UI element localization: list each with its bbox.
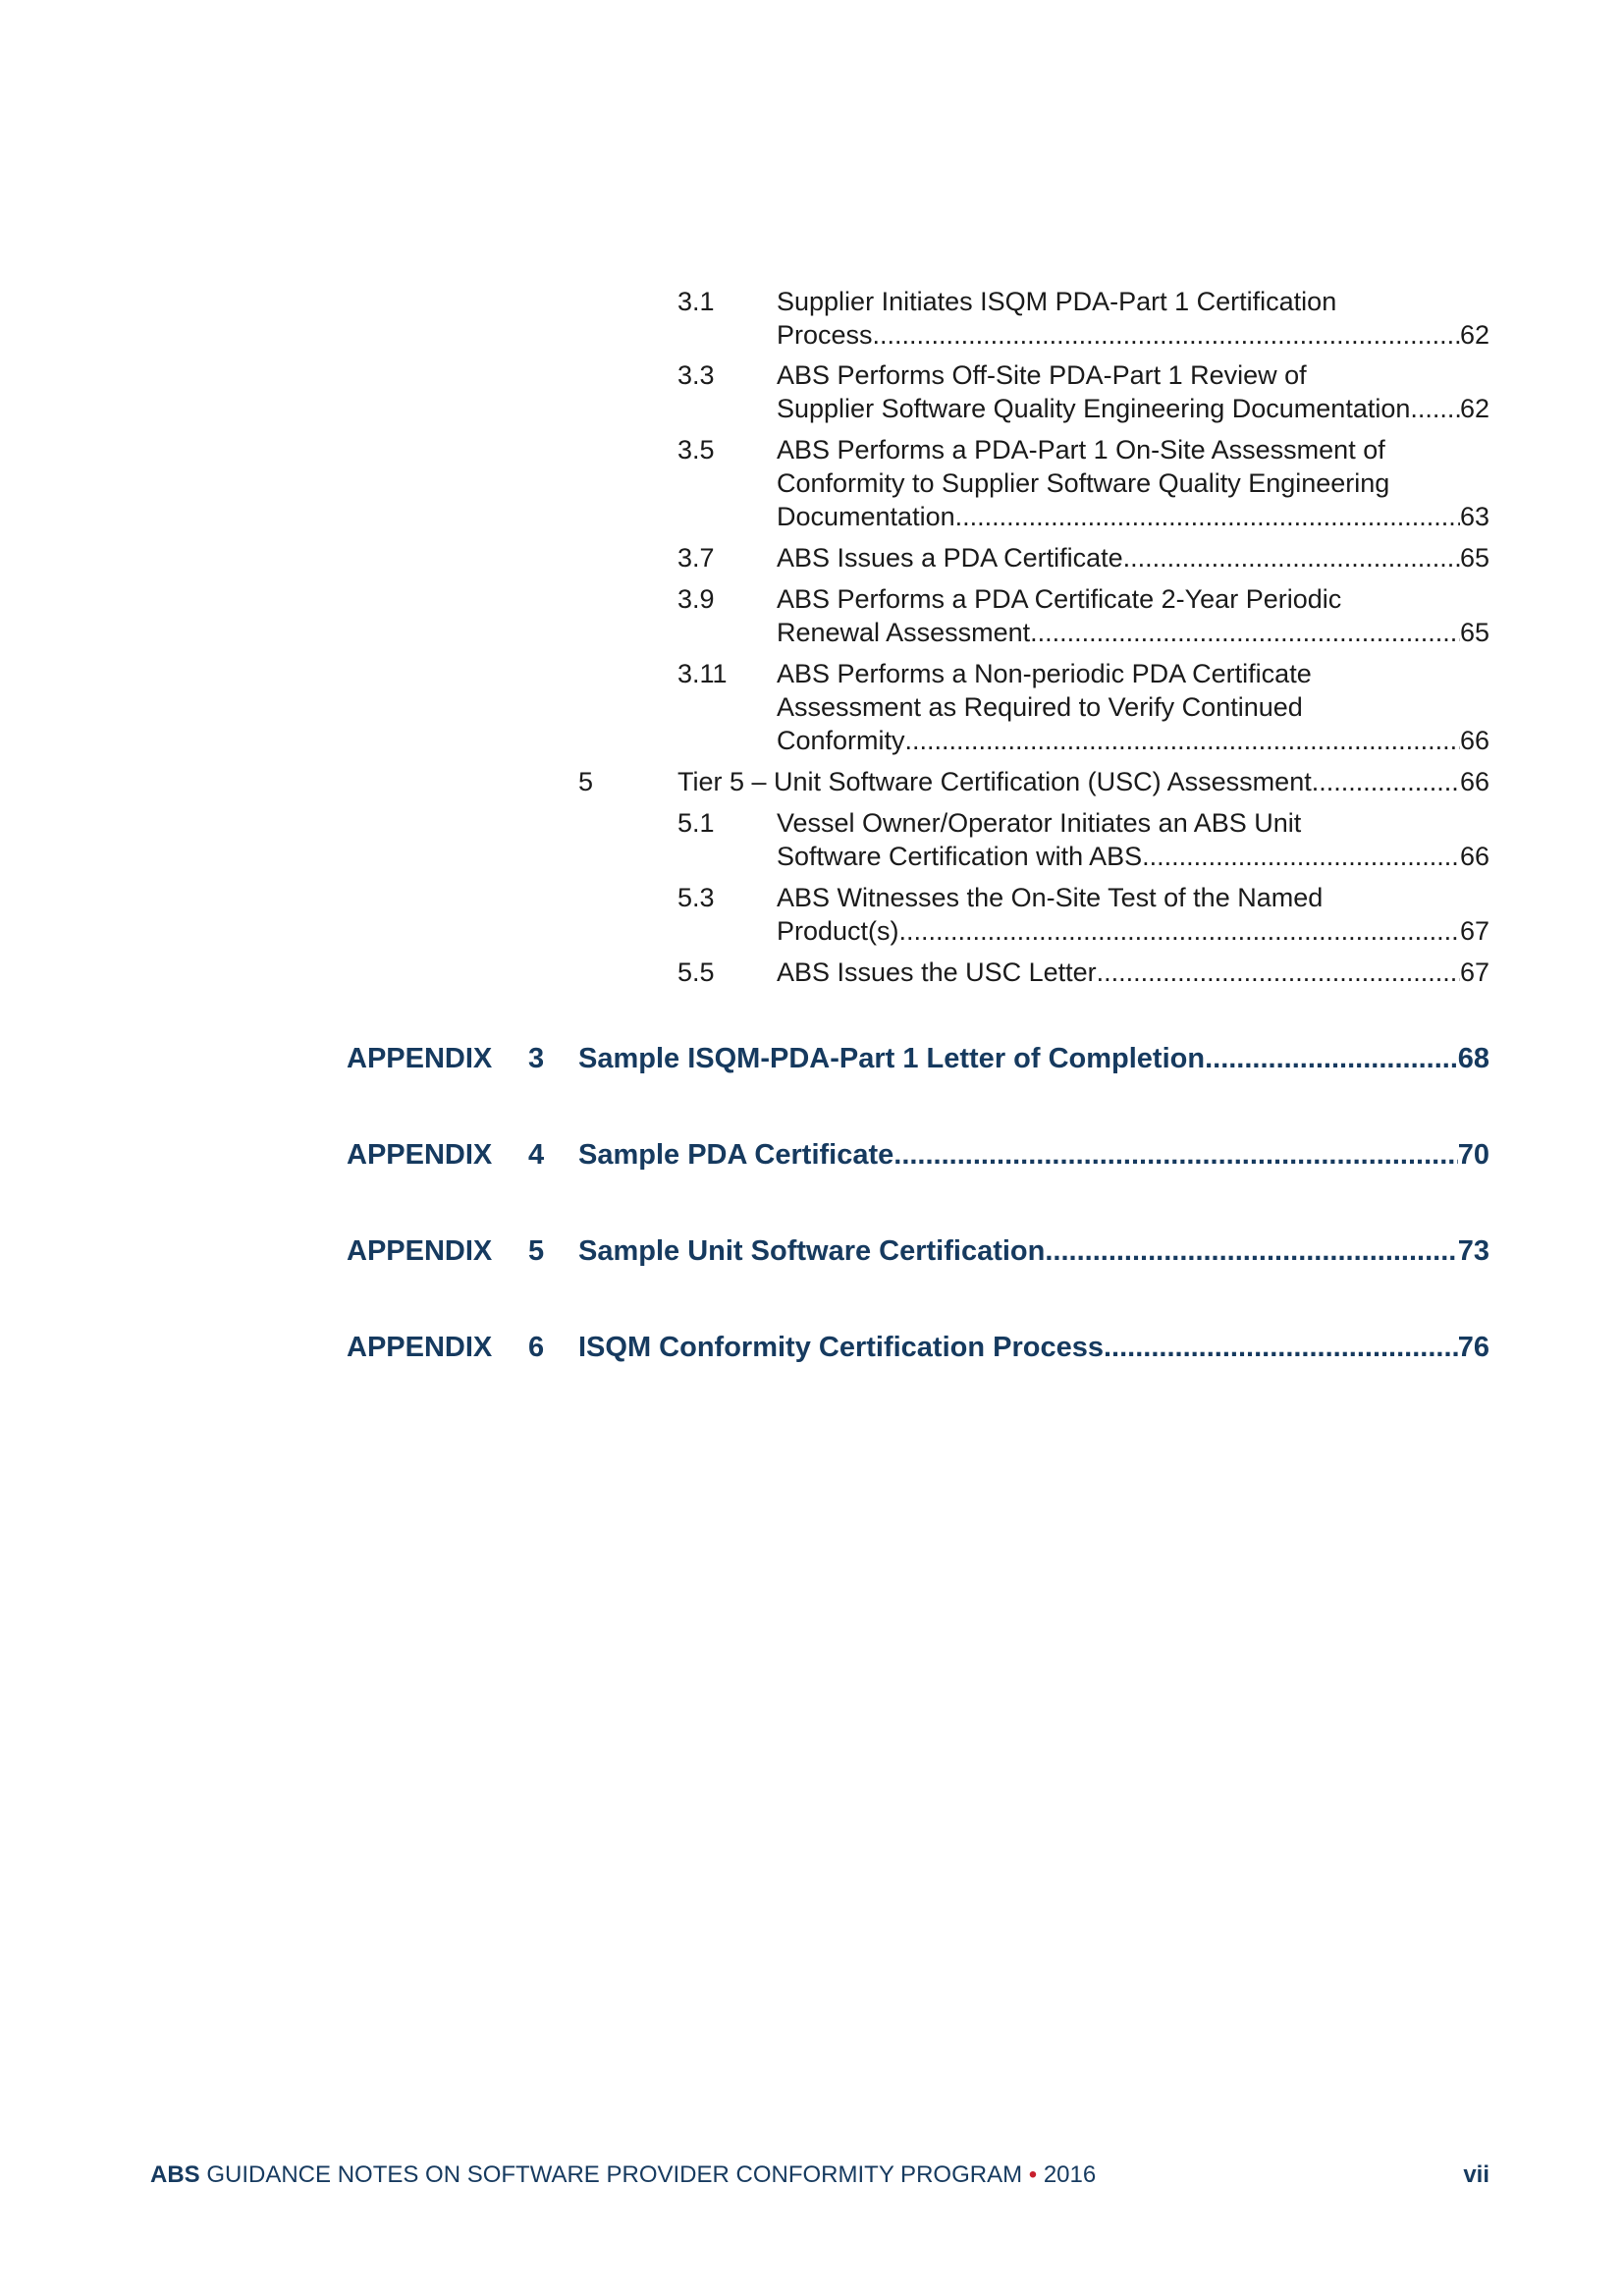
footer-bullet: • <box>1028 2161 1038 2188</box>
page-footer <box>150 2159 1489 2192</box>
toc-entry-page: 67 <box>1459 957 1489 987</box>
toc-entry-title-line: ABS Witnesses the On-Site Test of the Named <box>777 883 1324 912</box>
toc-entry-title-line: Vessel Owner/Operator Initiates an ABS Unit <box>777 808 1302 838</box>
toc-entry-number: 5 <box>578 767 594 796</box>
toc-entry-title-line: Assessment as Required to Verify Continued <box>777 692 1303 722</box>
appendix-label: APPENDIX <box>347 1235 493 1267</box>
toc-appendix-4[interactable] <box>0 1135 1623 1175</box>
appendix-number: 4 <box>528 1139 545 1171</box>
toc-entry-title-line: ABS Issues a PDA Certificate <box>777 543 1123 573</box>
toc-entry-title-line: Product(s) <box>777 916 899 946</box>
toc-entry-number: 3.1 <box>677 287 715 316</box>
toc-entry-title-line: Renewal Assessment <box>777 618 1031 647</box>
toc-entry-title-line: Software Certification with ABS <box>777 842 1143 871</box>
toc-entry-page: 62 <box>1459 394 1489 423</box>
appendix-label: APPENDIX <box>347 1043 493 1074</box>
toc-appendix-6[interactable] <box>0 1328 1623 1367</box>
appendix-title: Sample Unit Software Certification <box>578 1235 1046 1267</box>
appendix-page: 76 <box>1457 1332 1489 1363</box>
dot-leader <box>1410 392 1460 425</box>
dot-leader <box>905 724 1460 757</box>
toc-entry-title-line: ABS Issues the USC Letter <box>777 957 1097 987</box>
toc-entry-page: 63 <box>1459 502 1489 531</box>
appendix-title: Sample ISQM-PDA-Part 1 Letter of Completion <box>578 1043 1206 1074</box>
toc-entry-number: 3.9 <box>677 584 715 614</box>
footer-page-number: vii <box>1463 2161 1489 2188</box>
toc-entry-title-line: Conformity to Supplier Software Quality Engineering <box>777 468 1390 498</box>
appendix-number: 5 <box>528 1235 545 1267</box>
toc-entry-page: 66 <box>1459 842 1489 871</box>
appendix-page: 70 <box>1457 1139 1489 1171</box>
toc-entry-title-line: Tier 5 – Unit Software Certification (USC) Assessment <box>677 767 1312 796</box>
toc-entry-number: 3.11 <box>677 659 728 688</box>
toc-entry-title-line: Documentation <box>777 502 955 531</box>
toc-entry-title-line: ABS Performs a Non-periodic PDA Certificate <box>777 659 1312 688</box>
dot-leader <box>873 318 1460 352</box>
dot-leader <box>1030 616 1460 649</box>
footer-title: GUIDANCE NOTES ON SOFTWARE PROVIDER CONFORMITY PROGRAM <box>206 2161 1023 2188</box>
toc-entry-title-line: Supplier Software Quality Engineering Documentation <box>777 394 1411 423</box>
appendix-number: 6 <box>528 1332 545 1363</box>
appendix-page: 68 <box>1457 1043 1489 1074</box>
dot-leader <box>1312 765 1460 798</box>
toc-appendix-3[interactable] <box>0 1039 1623 1078</box>
toc-entry-page: 66 <box>1459 726 1489 755</box>
toc-entry-page: 65 <box>1459 618 1489 647</box>
toc-entry-page: 66 <box>1459 767 1489 796</box>
dot-leader <box>1045 1231 1457 1271</box>
dot-leader <box>1104 1328 1458 1367</box>
dot-leader <box>1123 541 1460 574</box>
appendix-title: Sample PDA Certificate <box>578 1139 894 1171</box>
toc-entry-page: 62 <box>1459 320 1489 350</box>
footer-brand: ABS <box>150 2161 200 2188</box>
dot-leader <box>1205 1039 1458 1078</box>
toc-entry-number: 3.3 <box>677 360 715 390</box>
toc-entry-title-line: ABS Performs a PDA-Part 1 On-Site Assessment of <box>777 435 1385 465</box>
dot-leader <box>893 1135 1457 1175</box>
dot-leader <box>955 500 1460 533</box>
toc-entry-page: 67 <box>1459 916 1489 946</box>
toc-entry-title-line: Conformity <box>777 726 905 755</box>
appendix-title: ISQM Conformity Certification Process <box>578 1332 1104 1363</box>
dot-leader <box>1142 840 1460 873</box>
toc-entry-number: 5.1 <box>677 808 715 838</box>
footer-year: 2016 <box>1043 2161 1097 2188</box>
toc-appendix-5[interactable] <box>0 1231 1623 1271</box>
toc-entry-title-line: Process <box>777 320 873 350</box>
toc-entry-title-line: ABS Performs Off-Site PDA-Part 1 Review of <box>777 360 1307 390</box>
appendix-page: 73 <box>1457 1235 1489 1267</box>
toc-entry-number: 3.7 <box>677 543 715 573</box>
dot-leader <box>1097 956 1460 989</box>
dot-leader <box>899 914 1460 948</box>
appendix-number: 3 <box>528 1043 545 1074</box>
appendix-label: APPENDIX <box>347 1139 493 1171</box>
toc-entry-number: 5.3 <box>677 883 715 912</box>
toc-entry-number: 3.5 <box>677 435 715 465</box>
appendix-label: APPENDIX <box>347 1332 493 1363</box>
toc-entry-title-line: Supplier Initiates ISQM PDA-Part 1 Certification <box>777 287 1337 316</box>
toc-entry-page: 65 <box>1459 543 1489 573</box>
toc-entry-number: 5.5 <box>677 957 715 987</box>
toc-entry-title-line: ABS Performs a PDA Certificate 2-Year Periodic <box>777 584 1342 614</box>
